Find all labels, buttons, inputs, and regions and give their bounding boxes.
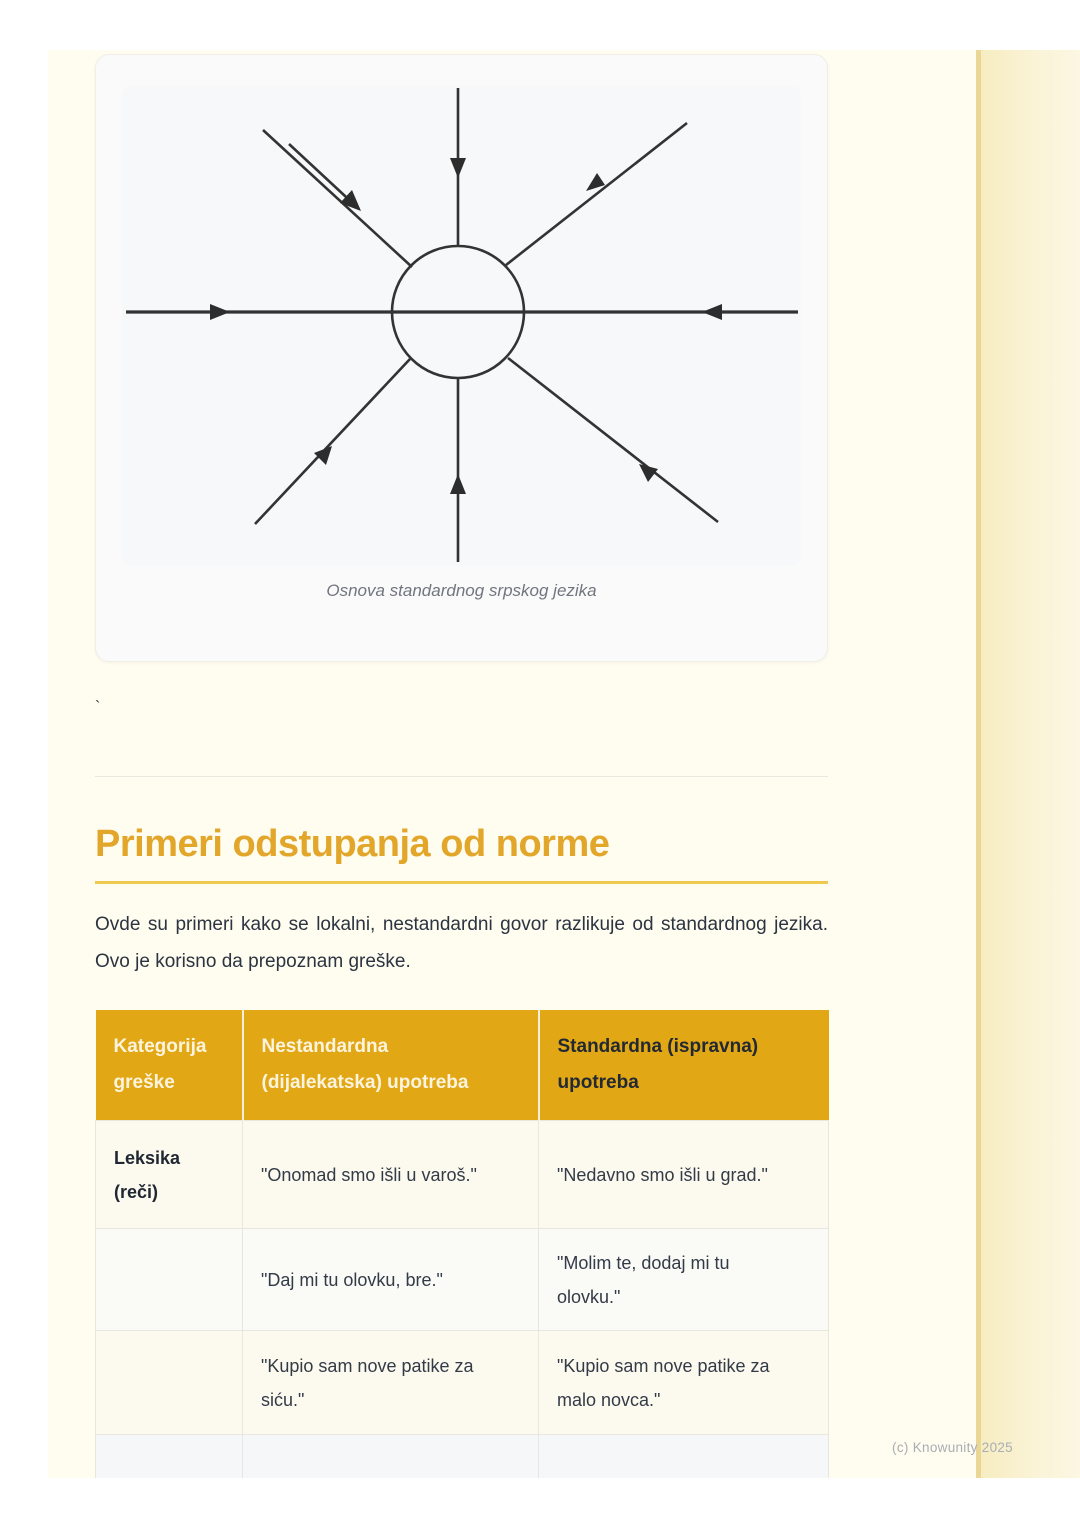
table-row xyxy=(96,1435,829,1479)
diagram-line-topleft xyxy=(263,130,412,267)
copyright-notice: (c) Knowunity 2025 xyxy=(892,1440,1013,1455)
cell-standard: "Molim te, dodaj mi tu olovku." xyxy=(539,1229,829,1331)
table-row xyxy=(96,1331,829,1435)
cell-category xyxy=(96,1331,243,1435)
cell-nonstandard: "Onomad smo išli u varoš." xyxy=(243,1121,539,1229)
header-category: Kategorija greške xyxy=(96,1010,243,1121)
diagram-line-bottomright xyxy=(508,358,718,522)
deviation-examples-table xyxy=(95,1010,829,1478)
arrowhead-right-in-icon xyxy=(702,304,722,320)
diagram-line-bottomleft xyxy=(255,359,410,524)
arrowhead-down-icon xyxy=(450,158,466,178)
table-row xyxy=(96,1229,829,1331)
radial-arrows-diagram xyxy=(122,86,801,566)
cell-category xyxy=(96,1435,243,1479)
arrowhead-bottomleft-icon xyxy=(314,446,332,465)
page-edge-stripe xyxy=(976,50,1080,1478)
table-header-row xyxy=(96,1010,829,1121)
cell-category xyxy=(96,1229,243,1331)
figure-caption: Osnova standardnog srpskog jezika xyxy=(326,581,597,600)
heading-underline xyxy=(95,881,828,884)
cell-standard: "Kupio sam nove patike za malo novca." xyxy=(539,1331,829,1435)
header-standard: Standardna (ispravna) upotreba xyxy=(539,1010,829,1121)
cell-nonstandard xyxy=(243,1435,539,1479)
cell-category: Leksika (reči) xyxy=(96,1121,243,1229)
figure-card xyxy=(95,54,828,662)
header-nonstandard: Nestandardna (dijalekatska) upotreba xyxy=(243,1010,539,1121)
intro-paragraph: Ovde su primeri kako se lokalni, nestandardni govor razlikuje od standardnog jezika. Ovo je korisno da prepoznam greške. xyxy=(95,914,828,972)
document-page xyxy=(48,50,1080,1478)
figure-panel xyxy=(122,86,801,566)
cell-standard: "Nedavno smo išli u grad." xyxy=(539,1121,829,1229)
stray-backtick: ` xyxy=(95,699,101,716)
diagram-line-topright xyxy=(506,123,687,265)
arrowhead-up-icon xyxy=(450,474,466,494)
cell-nonstandard: "Daj mi tu olovku, bre." xyxy=(243,1229,539,1331)
arrowhead-left-in-icon xyxy=(210,304,230,320)
page-content xyxy=(95,50,828,1478)
table-row xyxy=(96,1121,829,1229)
section-heading: Primeri odstupanja od norme xyxy=(95,823,610,865)
cell-nonstandard: "Kupio sam nove patike za siću." xyxy=(243,1331,539,1435)
section-divider xyxy=(95,776,828,777)
cell-standard xyxy=(539,1435,829,1479)
